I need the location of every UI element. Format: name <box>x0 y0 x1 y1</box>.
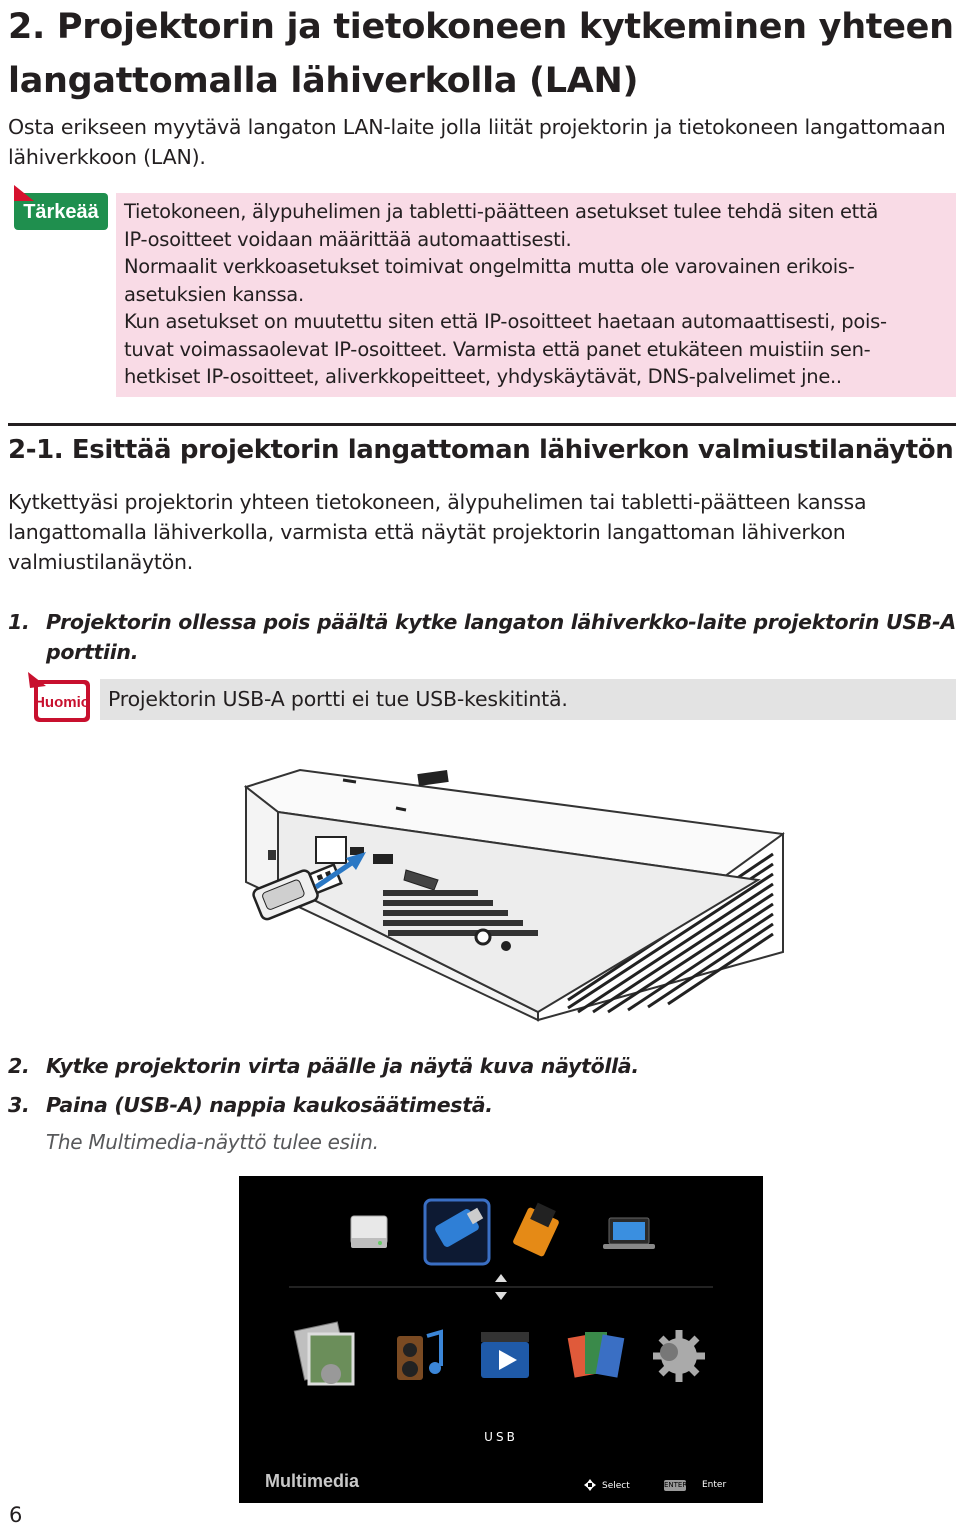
document-icon <box>568 1332 625 1378</box>
screen-footer-title: Multimedia <box>265 1471 360 1491</box>
video-icon <box>481 1332 529 1378</box>
music-icon <box>397 1332 441 1380</box>
photo-icon <box>294 1322 353 1384</box>
important-line: Tietokoneen, älypuhelimen ja tabletti-päätteen asetukset tulee tehdä siten että <box>124 200 879 223</box>
sd-card-icon <box>512 1203 560 1258</box>
page-number: 6 <box>9 1503 23 1527</box>
network-laptop-icon <box>603 1218 655 1249</box>
important-line: hetkiset IP-osoitteet, aliverkkopeitteet, yhdyskäytävät, DNS-palvelimet jne.. <box>124 365 842 388</box>
important-line: asetuksien kanssa. <box>124 282 304 306</box>
intro-paragraph: Osta erikseen myytävä langaton LAN-laite jolla liität projektorin ja tietokoneen langattomaan lähiverkkoon (LAN). <box>8 115 946 169</box>
internal-memory-icon <box>351 1216 387 1248</box>
important-notice <box>116 193 956 397</box>
page-title: 2. Projektorin ja tietokoneen kytkeminen yhteen langattomalla lähiverkolla (LAN) <box>8 7 954 101</box>
important-line: IP-osoitteet voidaan määrittää automaattisesti. <box>124 227 572 251</box>
arrow-up-icon <box>495 1274 507 1282</box>
section-divider <box>8 423 956 426</box>
step-number: 1. <box>8 610 30 634</box>
enter-key-icon: ENTER <box>664 1481 688 1489</box>
step-text: Paina (USB-A) nappia kaukosäätimestä. <box>46 1093 493 1117</box>
step-number: 2. <box>8 1054 30 1078</box>
important-badge-label: Tärkeää <box>23 201 99 223</box>
important-line: Kun asetukset on muutettu siten että IP-osoitteet haetaan automaattisesti, pois- <box>124 310 887 333</box>
hint-enter: Enter <box>702 1480 727 1490</box>
settings-gear-icon <box>653 1330 705 1382</box>
hint-select: Select <box>602 1481 630 1491</box>
note-badge-label: Huomio <box>34 694 90 711</box>
multimedia-screen <box>239 1176 763 1503</box>
usb-icon <box>425 1200 489 1264</box>
step-number: 3. <box>8 1093 30 1117</box>
section-heading: 2-1. Esittää projektorin langattoman lähiverkon valmiustilanäytön <box>8 435 954 465</box>
step-3-result: The Multimedia-näyttö tulee esiin. <box>46 1130 379 1154</box>
step-text: Projektorin ollessa pois päältä kytke langaton lähiverkko-laite projektorin USB-A porttiin. <box>46 610 956 664</box>
arrow-down-icon <box>495 1292 507 1300</box>
important-line: tuvat voimassaolevat IP-osoitteet. Varmista että panet etukäteen muistiin sen- <box>124 337 871 361</box>
step-text: Kytke projektorin virta päälle ja näytä kuva näytöllä. <box>46 1054 639 1078</box>
important-line: Normaalit verkkoasetukset toimivat ongelmitta mutta ole varovainen erikois- <box>124 255 855 278</box>
note-text: Projektorin USB-A portti ei tue USB-keskitintä. <box>100 679 956 720</box>
note-badge <box>28 672 92 724</box>
section-paragraph: Kytkettyäsi projektorin yhteen tietokoneen, älypuhelimen tai tabletti-päätteen kanssa langattomalla lähiverkolla, varmista että näytät projektorin langattoman lähiverkon valmiustilanäytön. <box>8 490 867 574</box>
important-badge <box>12 185 110 233</box>
selected-source-label: USB <box>484 1430 518 1444</box>
select-navigation-icon <box>584 1479 596 1491</box>
projector-illustration <box>238 762 786 1022</box>
